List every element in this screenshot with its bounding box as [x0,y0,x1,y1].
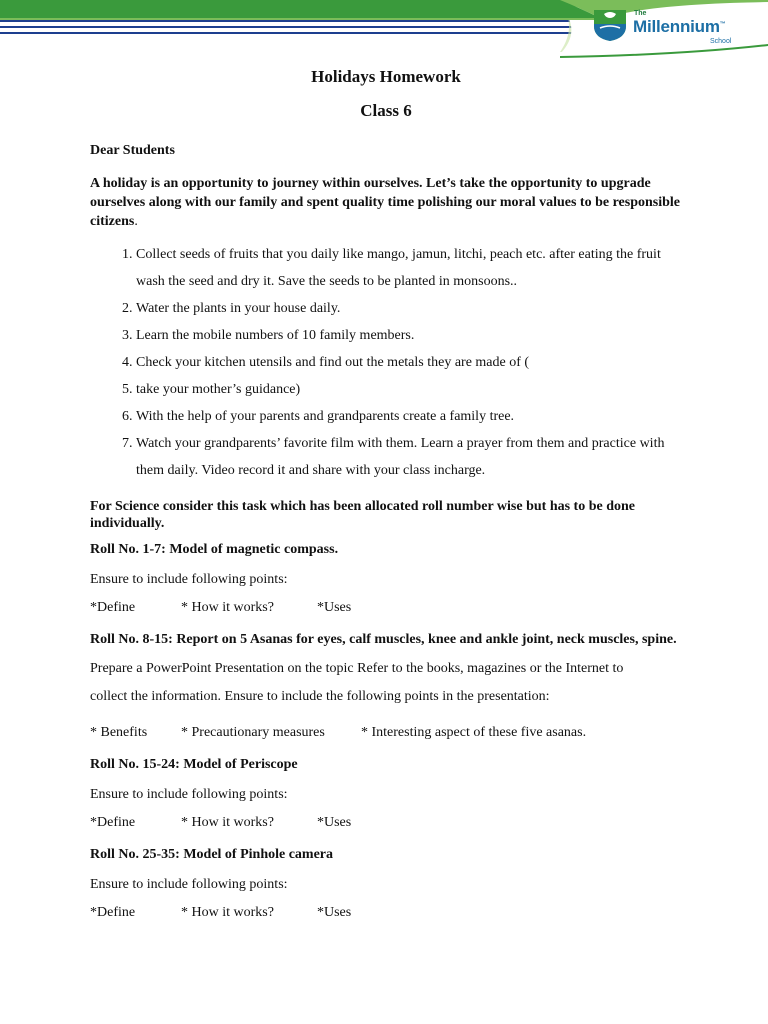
list-item: 5. take your mother’s guidance) [136,376,682,403]
group-points [90,719,682,747]
science-note: For Science consider this task which has been allocated roll number wise but has to be done individually. [90,499,636,531]
greeting: Dear Students [90,143,175,158]
group-instruction: Ensure to include following points: [90,787,288,802]
group-heading: Roll No. 25-35: Model of Pinhole camera [90,847,334,862]
point: *Uses [317,815,352,830]
task-list [90,241,682,484]
logo-the: The [634,10,647,17]
point: *Define [90,600,136,615]
shield-icon [592,8,628,42]
group-points [90,899,682,927]
list-item: 4. Check your kitchen utensils and find out the metals they are made of ( [136,349,682,376]
group-instruction: Prepare a PowerPoint Presentation on the topic Refer to the books, magazines or the Internet to [90,661,624,676]
group-heading: Roll No. 8-15: Report on 5 Asanas for eyes, calf muscles, knee and ankle joint, neck muscles, spine. [90,632,677,647]
point: * Benefits [90,725,148,740]
list-item: 1. Collect seeds of fruits that you daily like mango, jamun, litchi, peach etc. after eating the fruit wash the seed and dry it. Save the seeds to be planted in monsoons.. [136,241,682,295]
point: *Uses [317,905,352,920]
point: * How it works? [181,905,274,920]
school-logo [592,8,752,48]
intro-paragraph: A holiday is an opportunity to journey within ourselves. Let’s take the opportunity to upgrade ourselves along with our family and spent quality time polishing our moral values to be responsible citizens. [90,176,681,229]
logo-school: School [710,38,732,45]
group-points [90,594,682,622]
page-subtitle: Class 6 [360,101,412,120]
document-body [90,60,682,927]
list-item: 6. With the help of your parents and grandparents create a family tree. [136,403,682,430]
point: * Interesting aspect of these five asanas. [361,725,587,740]
list-item: 3. Learn the mobile numbers of 10 family members. [136,322,682,349]
point: *Define [90,815,136,830]
group-instruction: Ensure to include following points: [90,877,288,892]
group-instruction: collect the information. Ensure to include the following points in the presentation: [90,689,550,704]
point: *Define [90,905,136,920]
point: * How it works? [181,815,274,830]
logo-name: Millennium™ [633,17,726,36]
group-heading: Roll No. 1-7: Model of magnetic compass. [90,542,339,557]
page-header [0,0,768,62]
page-title: Holidays Homework [311,67,461,86]
point: * Precautionary measures [181,725,325,740]
point: * How it works? [181,600,274,615]
group-heading: Roll No. 15-24: Model of Periscope [90,757,298,772]
list-item: 2. Water the plants in your house daily. [136,295,682,322]
group-instruction: Ensure to include following points: [90,572,288,587]
list-item: 7. Watch your grandparents’ favorite film with them. Learn a prayer from them and practice with them daily. Video record it and share with your class incharge. [136,430,682,484]
point: *Uses [317,600,352,615]
group-points [90,809,682,837]
